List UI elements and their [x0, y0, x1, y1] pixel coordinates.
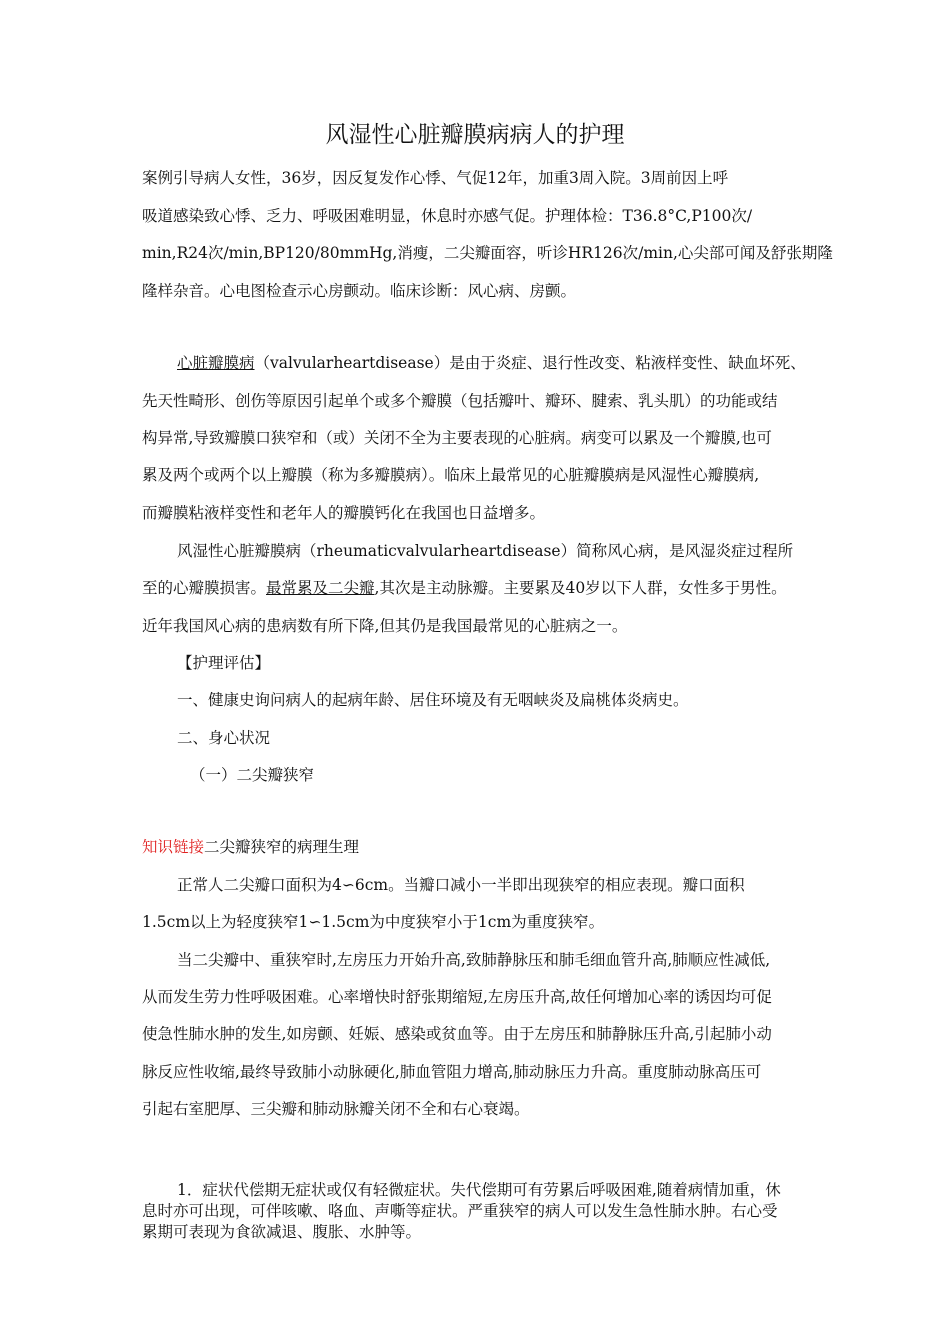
physiology-line-3: 当二尖瓣中、重狭窄时,左房压力开始升高,致肺静脉压和肺毛细血管升高,肺顺应性减低, — [177, 951, 771, 969]
symptoms-line-2: 息时亦可出现，可伴咳嗽、咯血、声嘶等症状。严重狭窄的病人可以发生急性肺水肿。右心受 — [142, 1202, 778, 1220]
rheumatic-line-2-post: ,其次是主动脉瓣。主要累及40岁以下人群，女性多于男性。 — [374, 579, 787, 597]
physiology-line-1: 正常人二尖瓣口面积为4∽6cm。当瓣口减小一半即出现狭窄的相应表现。瓣口面积 — [177, 876, 745, 894]
definition-line-4: 累及两个或两个以上瓣膜（称为多瓣膜病）。临床上最常见的心脏瓣膜病是风湿性心瓣膜病, — [142, 466, 760, 484]
symptoms-line-1: 1．症状代偿期无症状或仅有轻微症状。失代偿期可有劳累后呼吸困难,随着病情加重，休 — [177, 1181, 781, 1199]
rheumatic-line-3: 近年我国风心病的患病数有所下降,但其仍是我国最常见的心脏病之一。 — [142, 617, 628, 635]
definition-line-5: 而瓣膜粘液样变性和老年人的瓣膜钙化在我国也日益增多。 — [142, 504, 546, 522]
physiology-line-4: 从而发生劳力性呼吸困难。心率增快时舒张期缩短,左房压升高,故任何增加心率的诱因均可促 — [142, 988, 772, 1006]
knowledge-link-label: 知识链接 — [142, 838, 205, 856]
definition-line-3: 构异常,导致瓣膜口狭窄和（或）关闭不全为主要表现的心脏病。病变可以累及一个瓣膜,也可 — [142, 429, 772, 447]
physiology-line-5: 使急性肺水肿的发生,如房颤、妊娠、感染或贫血等。由于左房压和肺静脉压升高,引起肺小动 — [142, 1025, 772, 1043]
page-title: 风湿性心脏瓣膜病病人的护理 — [325, 122, 625, 148]
case-line-2: 吸道感染致心悸、乏力、呼吸困难明显，休息时亦感气促。护理体检：T36.8°C,P100次/ — [142, 207, 753, 225]
assessment-sub-1: （一）二尖瓣狭窄 — [190, 766, 315, 784]
knowledge-link-text: 二尖瓣狭窄的病理生理 — [204, 838, 360, 856]
case-line-4: 隆样杂音。心电图检查示心房颤动。临床诊断：风心病、房颤。 — [142, 282, 577, 300]
definition-line-2: 先天性畸形、创伤等原因引起单个或多个瓣膜（包括瓣叶、瓣环、腱索、乳头肌）的功能或结 — [142, 392, 778, 410]
definition-text: （valvularheartdisease）是由于炎症、退行性改变、粘液样变性、缺血坏死、 — [254, 354, 806, 372]
physiology-line-7: 引起右室肥厚、三尖瓣和肺动脉瓣关闭不全和右心衰竭。 — [142, 1100, 530, 1118]
rheumatic-line-2-pre: 至的心瓣膜损害。 — [142, 579, 267, 597]
rheumatic-emphasis: 最常累及二尖瓣 — [266, 579, 375, 597]
rheumatic-line-2 — [142, 578, 787, 598]
definition-line-1 — [177, 353, 806, 373]
symptoms-line-3: 累期可表现为食欲减退、腹胀、水肿等。 — [142, 1223, 422, 1241]
rheumatic-line-1: 风湿性心脏瓣膜病（rheumaticvalvularheartdisease）简称风心病，是风湿炎症过程所 — [177, 542, 794, 560]
case-line-1: 案例引导病人女性，36岁，因反复发作心悸、气促12年，加重3周入院。3周前因上呼 — [142, 169, 729, 187]
definition-term: 心脏瓣膜病 — [177, 354, 255, 372]
assessment-heading: 【护理评估】 — [177, 654, 271, 672]
assessment-item-2: 二、身心状况 — [177, 729, 271, 747]
physiology-line-2: 1.5cm以上为轻度狭窄1∽1.5cm为中度狭窄小于1cm为重度狭窄。 — [142, 913, 605, 931]
case-line-3: min,R24次/min,BP120/80mmHg,消瘦，二尖瓣面容，听诊HR126次/min,心尖部可闻及舒张期隆 — [142, 244, 833, 262]
knowledge-link — [142, 837, 359, 857]
physiology-line-6: 脉反应性收缩,最终导致肺小动脉硬化,肺血管阻力增高,肺动脉压力升高。重度肺动脉高压可 — [142, 1063, 762, 1081]
assessment-item-1: 一、健康史询问病人的起病年龄、居住环境及有无咽峡炎及扁桃体炎病史。 — [177, 691, 689, 709]
